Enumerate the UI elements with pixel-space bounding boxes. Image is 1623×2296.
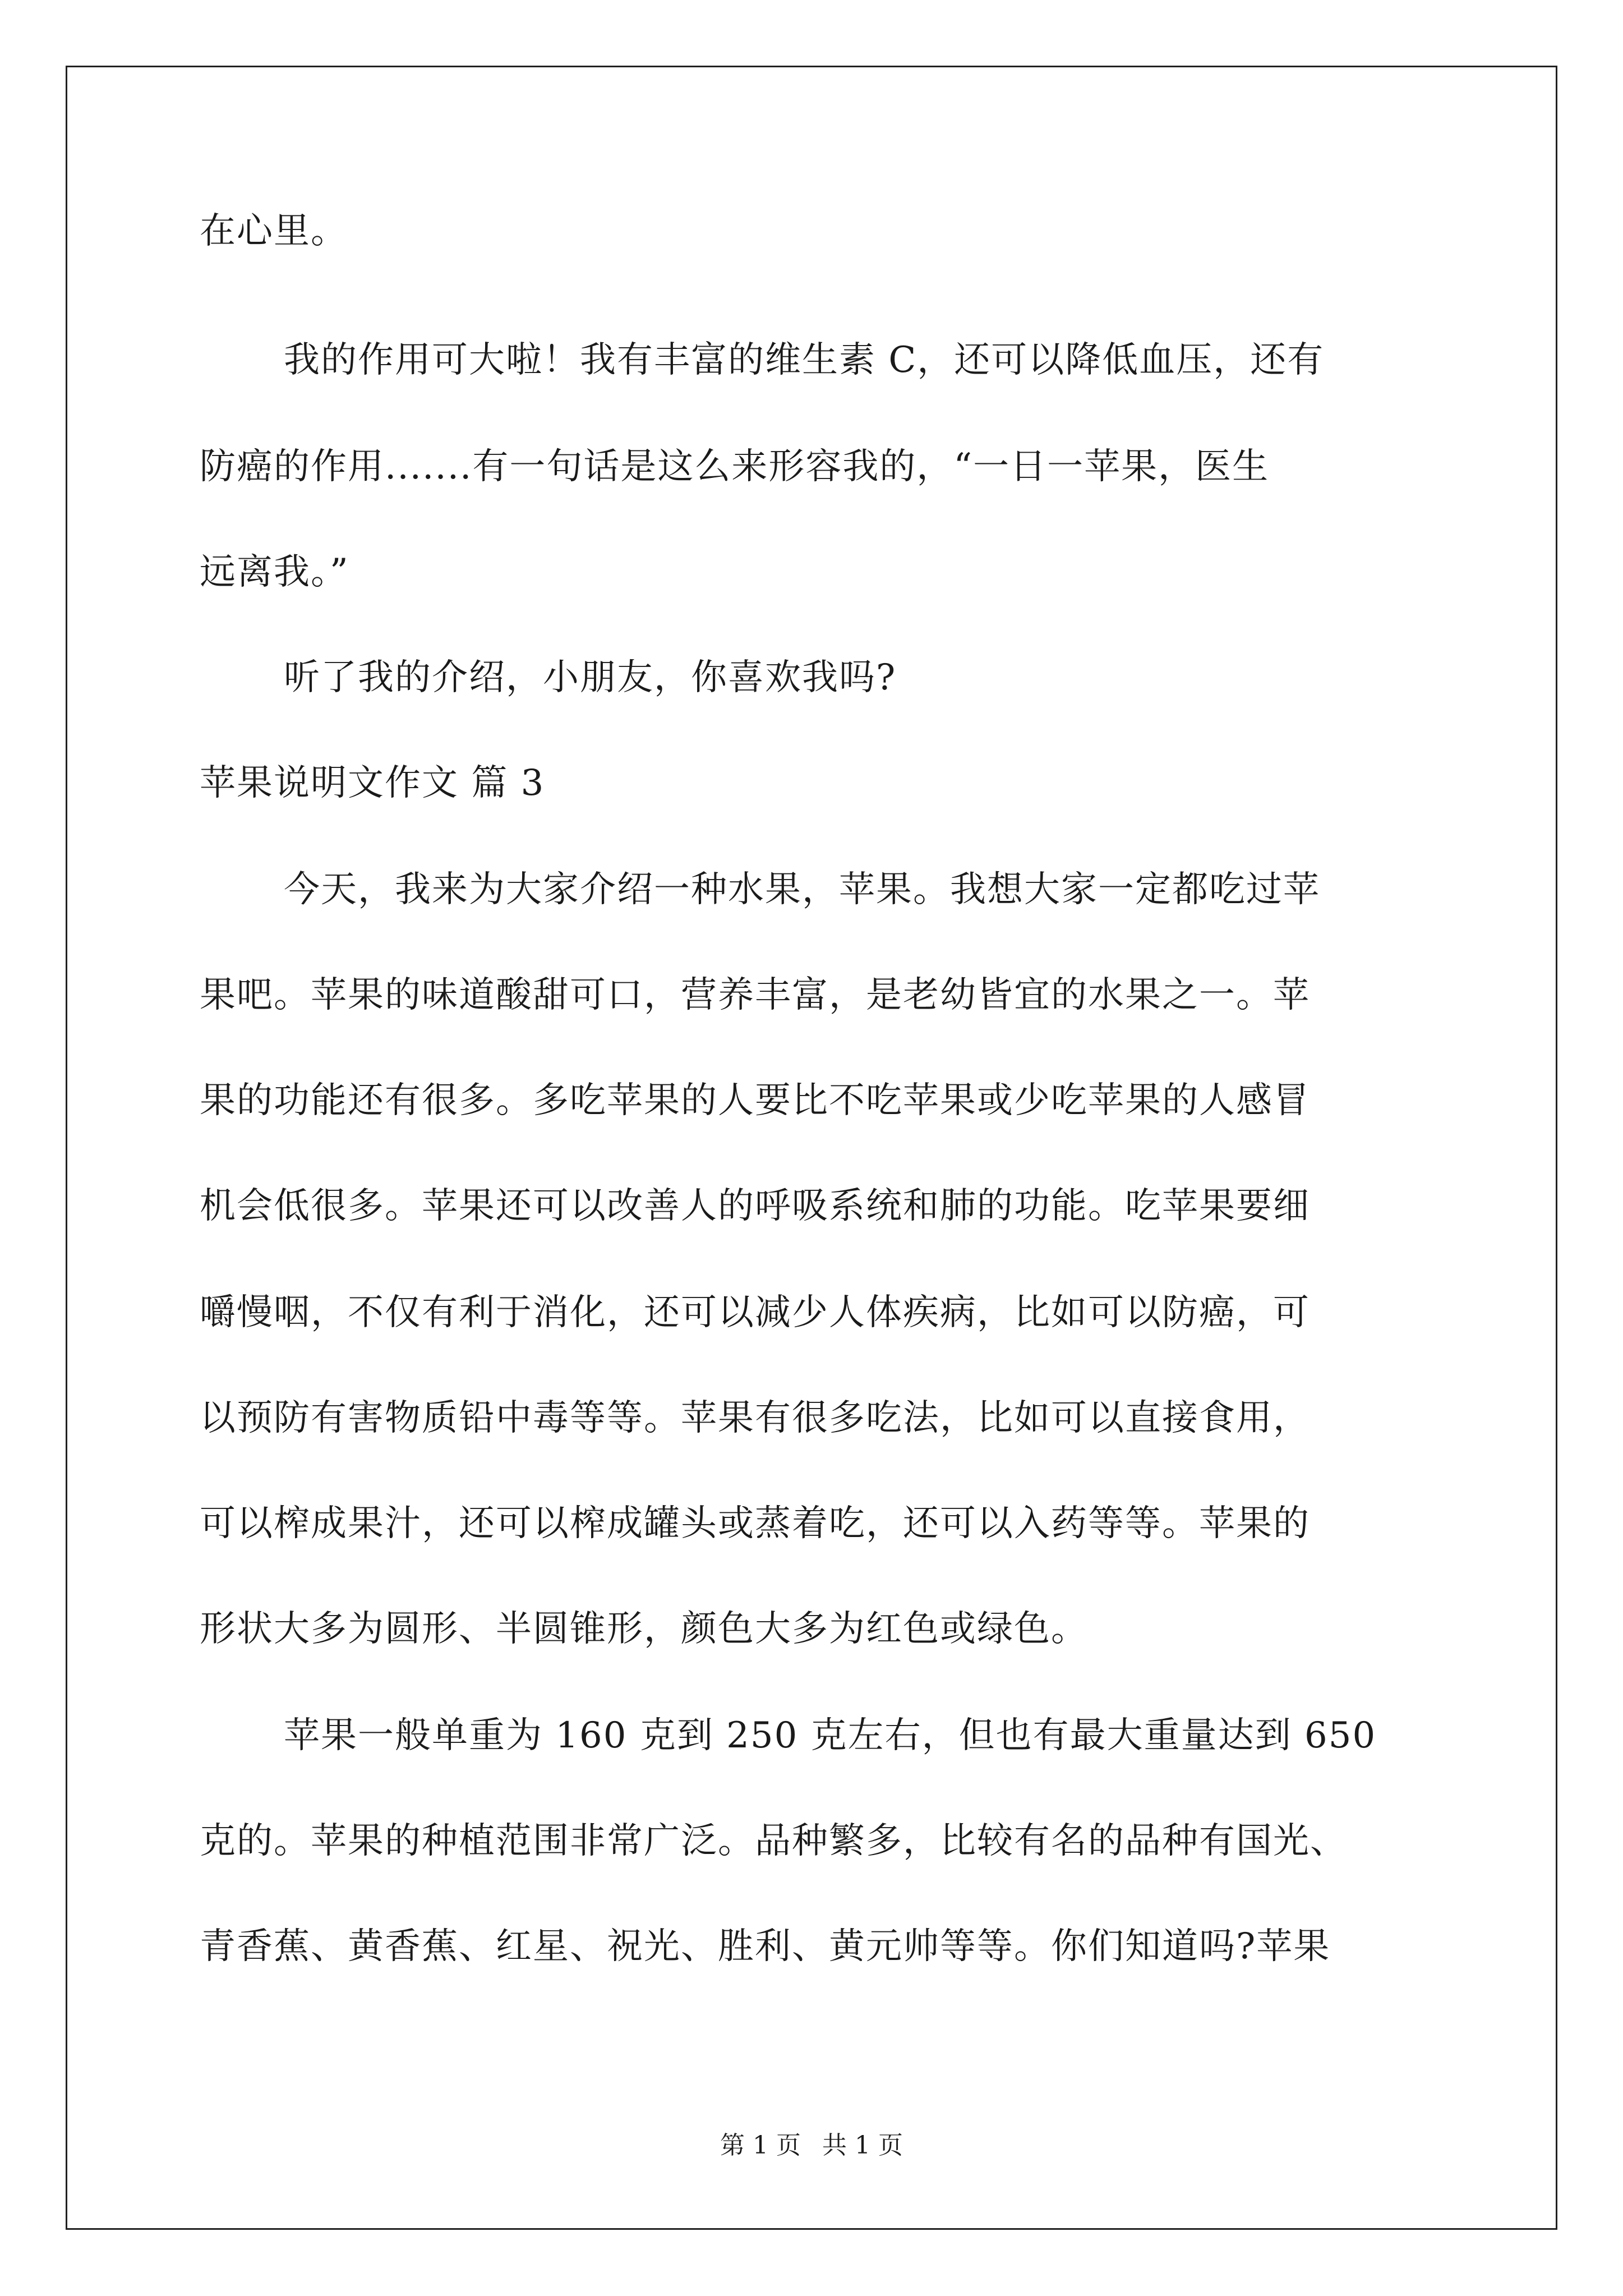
paragraph-line: 果吧。苹果的味道酸甜可口，营养丰富，是老幼皆宜的水果之一。苹 — [200, 974, 1310, 1016]
section-heading: 苹果说明文作文 篇 3 — [200, 762, 545, 804]
paragraph-line: 嚼慢咽，不仅有利于消化，还可以减少人体疾病，比如可以防癌，可 — [200, 1292, 1310, 1333]
paragraph-line: 在心里。 — [200, 210, 348, 252]
paragraph-line: 听了我的介绍，小朋友，你喜欢我吗? — [284, 657, 897, 698]
current-page-label: 第 1 页 — [720, 2131, 801, 2160]
paragraph-line: 我的作用可大啦！我有丰富的维生素 C，还可以降低血压，还有 — [284, 339, 1325, 381]
paragraph-line: 形状大多为圆形、半圆锥形，颜色大多为红色或绿色。 — [200, 1608, 1088, 1650]
paragraph-line: 可以榨成果汁，还可以榨成罐头或蒸着吃，还可以入药等等。苹果的 — [200, 1503, 1310, 1544]
paragraph-line: 防癌的作用.......有一句话是这么来形容我的，“一日一苹果，医生 — [200, 446, 1270, 487]
page-border — [66, 66, 1557, 2230]
paragraph-line: 机会低很多。苹果还可以改善人的呼吸系统和肺的功能。吃苹果要细 — [200, 1185, 1310, 1227]
paragraph-line: 以预防有害物质铅中毒等等。苹果有很多吃法，比如可以直接食用， — [200, 1397, 1310, 1439]
paragraph-line: 今天，我来为大家介绍一种水果，苹果。我想大家一定都吃过苹 — [284, 869, 1320, 910]
page-footer — [0, 2129, 1623, 2162]
total-pages-label: 共 1 页 — [822, 2131, 903, 2160]
paragraph-line: 果的功能还有很多。多吃苹果的人要比不吃苹果或少吃苹果的人感冒 — [200, 1080, 1310, 1121]
paragraph-line: 克的。苹果的种植范围非常广泛。品种繁多，比较有名的品种有国光、 — [200, 1820, 1347, 1862]
paragraph-line: 远离我。” — [200, 551, 349, 593]
paragraph-line: 青香蕉、黄香蕉、红星、祝光、胜利、黄元帅等等。你们知道吗?苹果 — [200, 1926, 1331, 1967]
paragraph-line: 苹果一般单重为 160 克到 250 克左右，但也有最大重量达到 650 — [284, 1715, 1377, 1756]
